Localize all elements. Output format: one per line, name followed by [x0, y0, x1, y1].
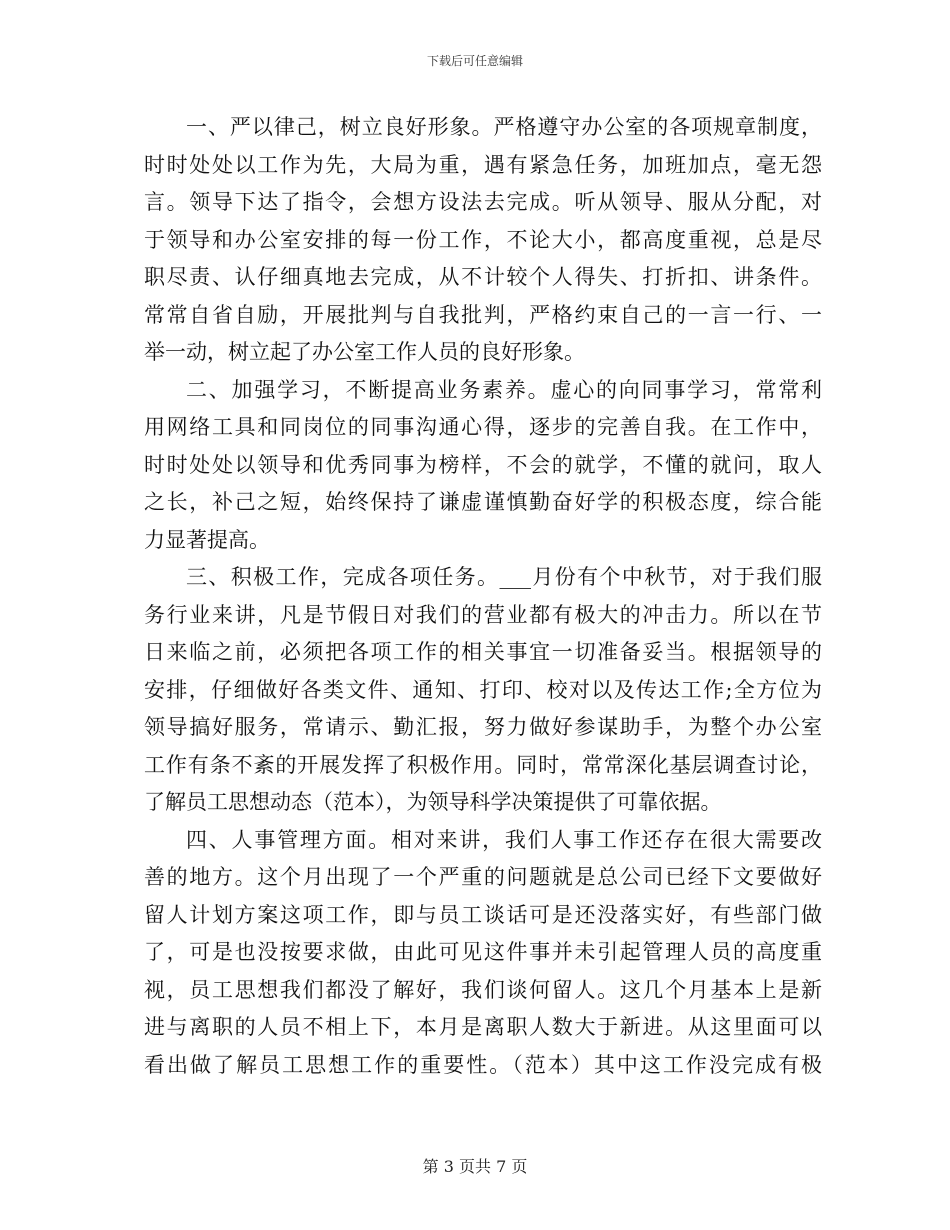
text-line: 于领导和办公室安排的每一份工作，不论大小，都高度重视，总是尽: [144, 228, 822, 252]
page-header: 下载后可任意编辑: [426, 54, 523, 68]
text-line: 善的地方。这个月出现了一个严重的问题就是总公司已经下文要做好: [144, 865, 822, 889]
text-line: 一、严以律己，树立良好形象。严格遵守办公室的各项规章制度，: [186, 115, 822, 139]
text-line: 了解员工思想动态（范本），为领导科学决策提供了可靠依据。: [144, 790, 722, 814]
text-line: 时时处处以领导和优秀同事为榜样，不会的就学，不懂的就问，取人: [144, 453, 822, 477]
text-line: 二、加强学习，不断提高业务素养。虚心的向同事学习，常常利: [186, 378, 822, 402]
text-line: 日来临之前，必须把各项工作的相关事宜一切准备妥当。根据领导的: [144, 640, 822, 664]
text-line: 四、人事管理方面。相对来讲，我们人事工作还存在很大需要改: [186, 828, 822, 852]
text-line: 务行业来讲，凡是节假日对我们的营业都有极大的冲击力。所以在节: [144, 603, 822, 627]
text-line: 工作有条不紊的开展发挥了积极作用。同时，常常深化基层调查讨论，: [144, 753, 822, 777]
text-line: 职尽责、认仔细真地去完成，从不计较个人得失、打折扣、讲条件。: [144, 265, 822, 289]
text-line: 举一动，树立起了办公室工作人员的良好形象。: [144, 340, 585, 364]
text-line: 留人计划方案这项工作，即与员工谈话可是还没落实好，有些部门做: [144, 903, 822, 927]
text-line: 时时处处以工作为先，大局为重，遇有紧急任务，加班加点，毫无怨: [144, 153, 822, 177]
text-line: 之长，补己之短，始终保持了谦虚谨慎勤奋好学的积极态度，综合能: [144, 490, 822, 514]
text-line: 视，员工思想我们都没了解好，我们谈何留人。这几个月基本上是新: [144, 978, 822, 1002]
text-line: 三、积极工作，完成各项任务。___月份有个中秋节，对于我们服: [186, 565, 822, 589]
text-line: 言。领导下达了指令，会想方设法去完成。听从领导、服从分配，对: [144, 190, 822, 214]
text-line: 常常自省自励，开展批判与自我批判，严格约束自己的一言一行、一: [144, 303, 822, 327]
page-number: 第 3 页共 7 页: [422, 1157, 528, 1176]
text-line: 进与离职的人员不相上下，本月是离职人数大于新进。从这里面可以: [144, 1015, 822, 1039]
text-line: 用网络工具和同岗位的同事沟通心得，逐步的完善自我。在工作中，: [144, 415, 822, 439]
text-line: 安排，仔细做好各类文件、通知、打印、校对以及传达工作;全方位为: [144, 678, 822, 702]
text-line: 了，可是也没按要求做，由此可见这件事并未引起管理人员的高度重: [144, 940, 822, 964]
text-line: 力显著提高。: [144, 528, 270, 552]
text-line: 领导搞好服务，常请示、勤汇报，努力做好参谋助手，为整个办公室: [144, 715, 822, 739]
text-line: 看出做了解员工思想工作的重要性。（范本）其中这工作没完成有极: [144, 1053, 822, 1077]
